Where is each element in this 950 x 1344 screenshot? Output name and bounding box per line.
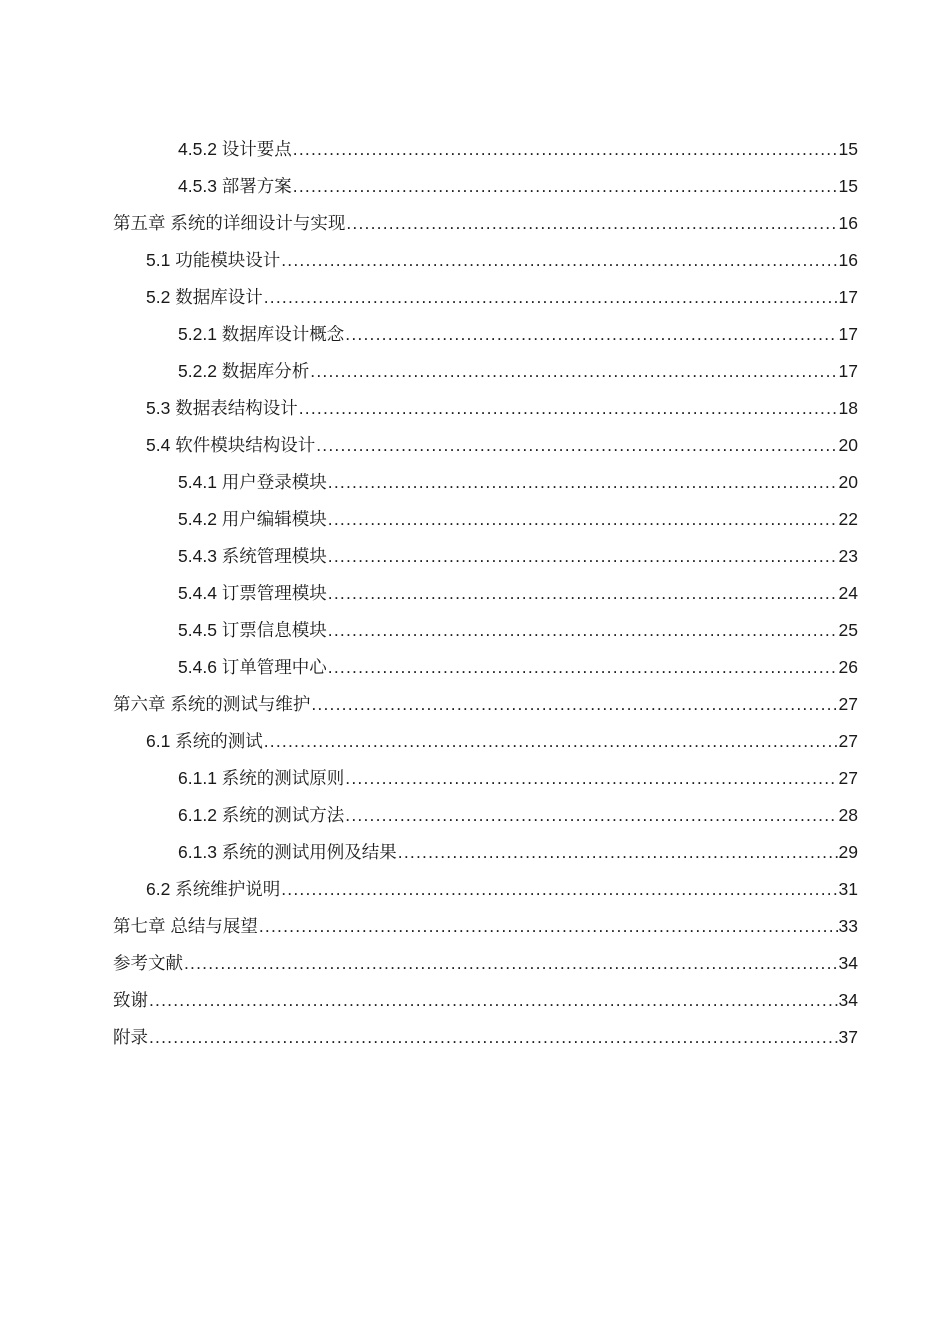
- toc-entry[interactable]: [113, 575, 858, 612]
- toc-entry[interactable]: [113, 982, 858, 1019]
- toc-entry-label: 6.1.2 系统的测试方法: [178, 805, 345, 825]
- toc-entry[interactable]: [113, 908, 858, 945]
- toc-page-number: 34: [838, 953, 858, 973]
- toc-dot-leader: [293, 168, 838, 205]
- toc-entry-label: 6.2 系统维护说明: [146, 879, 281, 899]
- toc-entry-label: 5.2.1 数据库设计概念: [178, 324, 345, 344]
- toc-entry-label: 附录: [113, 1027, 148, 1047]
- toc-entry-label: 5.4.1 用户登录模块: [178, 472, 327, 492]
- toc-entry-label: 5.4.2 用户编辑模块: [178, 509, 327, 529]
- toc-entry[interactable]: [113, 316, 858, 353]
- toc-dot-leader: [328, 575, 838, 612]
- toc-page-number: 16: [838, 213, 858, 233]
- table-of-contents: [113, 131, 858, 1056]
- toc-dot-leader: [345, 760, 837, 797]
- toc-entry[interactable]: [113, 797, 858, 834]
- toc-dot-leader: [149, 982, 838, 1019]
- toc-page-number: 27: [838, 731, 858, 751]
- toc-entry[interactable]: [113, 131, 858, 168]
- toc-entry[interactable]: [113, 353, 858, 390]
- toc-dot-leader: [345, 797, 837, 834]
- toc-page-number: 34: [838, 990, 858, 1010]
- toc-dot-leader: [328, 464, 838, 501]
- toc-entry-label: 5.2 数据库设计: [146, 287, 263, 307]
- toc-page-number: 23: [838, 546, 858, 566]
- toc-entry-label: 6.1.1 系统的测试原则: [178, 768, 345, 788]
- toc-entry[interactable]: [113, 501, 858, 538]
- toc-entry-label: 5.4.6 订单管理中心: [178, 657, 327, 677]
- toc-entry[interactable]: [113, 427, 858, 464]
- toc-entry-label: 第六章 系统的测试与维护: [113, 694, 311, 714]
- toc-entry[interactable]: [113, 649, 858, 686]
- toc-entry-label: 5.4 软件模块结构设计: [146, 435, 316, 455]
- toc-entry[interactable]: [113, 279, 858, 316]
- toc-dot-leader: [184, 945, 838, 982]
- toc-page-number: 29: [838, 842, 858, 862]
- toc-entry-label: 致谢: [113, 990, 148, 1010]
- toc-dot-leader: [149, 1019, 838, 1056]
- toc-page-number: 26: [838, 657, 858, 677]
- toc-entry-label: 第七章 总结与展望: [113, 916, 258, 936]
- toc-entry[interactable]: [113, 612, 858, 649]
- toc-dot-leader: [311, 686, 837, 723]
- toc-dot-leader: [310, 353, 837, 390]
- toc-page-number: 22: [838, 509, 858, 529]
- toc-entry[interactable]: [113, 760, 858, 797]
- toc-entry[interactable]: [113, 390, 858, 427]
- toc-page-number: 15: [838, 176, 858, 196]
- toc-entry-label: 5.4.4 订票管理模块: [178, 583, 327, 603]
- toc-entry-label: 第五章 系统的详细设计与实现: [113, 213, 346, 233]
- toc-entry-label: 5.4.3 系统管理模块: [178, 546, 327, 566]
- toc-dot-leader: [293, 131, 838, 168]
- toc-entry-label: 5.4.5 订票信息模块: [178, 620, 327, 640]
- toc-page-number: 28: [838, 805, 858, 825]
- toc-dot-leader: [259, 908, 838, 945]
- toc-entry[interactable]: [113, 242, 858, 279]
- toc-page-number: 33: [838, 916, 858, 936]
- toc-page-number: 20: [838, 435, 858, 455]
- toc-entry[interactable]: [113, 464, 858, 501]
- toc-dot-leader: [328, 649, 838, 686]
- toc-dot-leader: [328, 538, 838, 575]
- toc-dot-leader: [281, 871, 837, 908]
- toc-dot-leader: [299, 390, 838, 427]
- toc-page-number: 16: [838, 250, 858, 270]
- toc-entry[interactable]: [113, 1019, 858, 1056]
- toc-entry[interactable]: [113, 945, 858, 982]
- toc-entry-label: 5.1 功能模块设计: [146, 250, 281, 270]
- toc-dot-leader: [264, 723, 838, 760]
- toc-page-number: 27: [838, 694, 858, 714]
- toc-page-number: 17: [838, 287, 858, 307]
- toc-page-number: 24: [838, 583, 858, 603]
- toc-entry[interactable]: [113, 834, 858, 871]
- toc-entry-label: 4.5.2 设计要点: [178, 139, 292, 159]
- toc-dot-leader: [264, 279, 838, 316]
- toc-dot-leader: [316, 427, 837, 464]
- toc-dot-leader: [345, 316, 837, 353]
- toc-dot-leader: [328, 501, 838, 538]
- toc-page-number: 31: [838, 879, 858, 899]
- toc-page-number: 15: [838, 139, 858, 159]
- toc-entry[interactable]: [113, 205, 858, 242]
- toc-page-number: 37: [838, 1027, 858, 1047]
- toc-dot-leader: [281, 242, 837, 279]
- toc-entry[interactable]: [113, 871, 858, 908]
- toc-entry-label: 5.2.2 数据库分析: [178, 361, 310, 381]
- toc-entry-label: 6.1.3 系统的测试用例及结果: [178, 842, 397, 862]
- toc-page-number: 18: [838, 398, 858, 418]
- toc-entry-label: 4.5.3 部署方案: [178, 176, 292, 196]
- toc-entry-label: 参考文献: [113, 953, 183, 973]
- toc-entry[interactable]: [113, 168, 858, 205]
- toc-dot-leader: [346, 205, 837, 242]
- toc-page-number: 17: [838, 361, 858, 381]
- toc-entry[interactable]: [113, 538, 858, 575]
- toc-dot-leader: [328, 612, 838, 649]
- toc-page-number: 27: [838, 768, 858, 788]
- toc-entry[interactable]: [113, 723, 858, 760]
- toc-dot-leader: [398, 834, 838, 871]
- toc-entry-label: 6.1 系统的测试: [146, 731, 263, 751]
- toc-page-number: 17: [838, 324, 858, 344]
- toc-page-number: 20: [838, 472, 858, 492]
- toc-entry-label: 5.3 数据表结构设计: [146, 398, 298, 418]
- toc-page-number: 25: [838, 620, 858, 640]
- toc-entry[interactable]: [113, 686, 858, 723]
